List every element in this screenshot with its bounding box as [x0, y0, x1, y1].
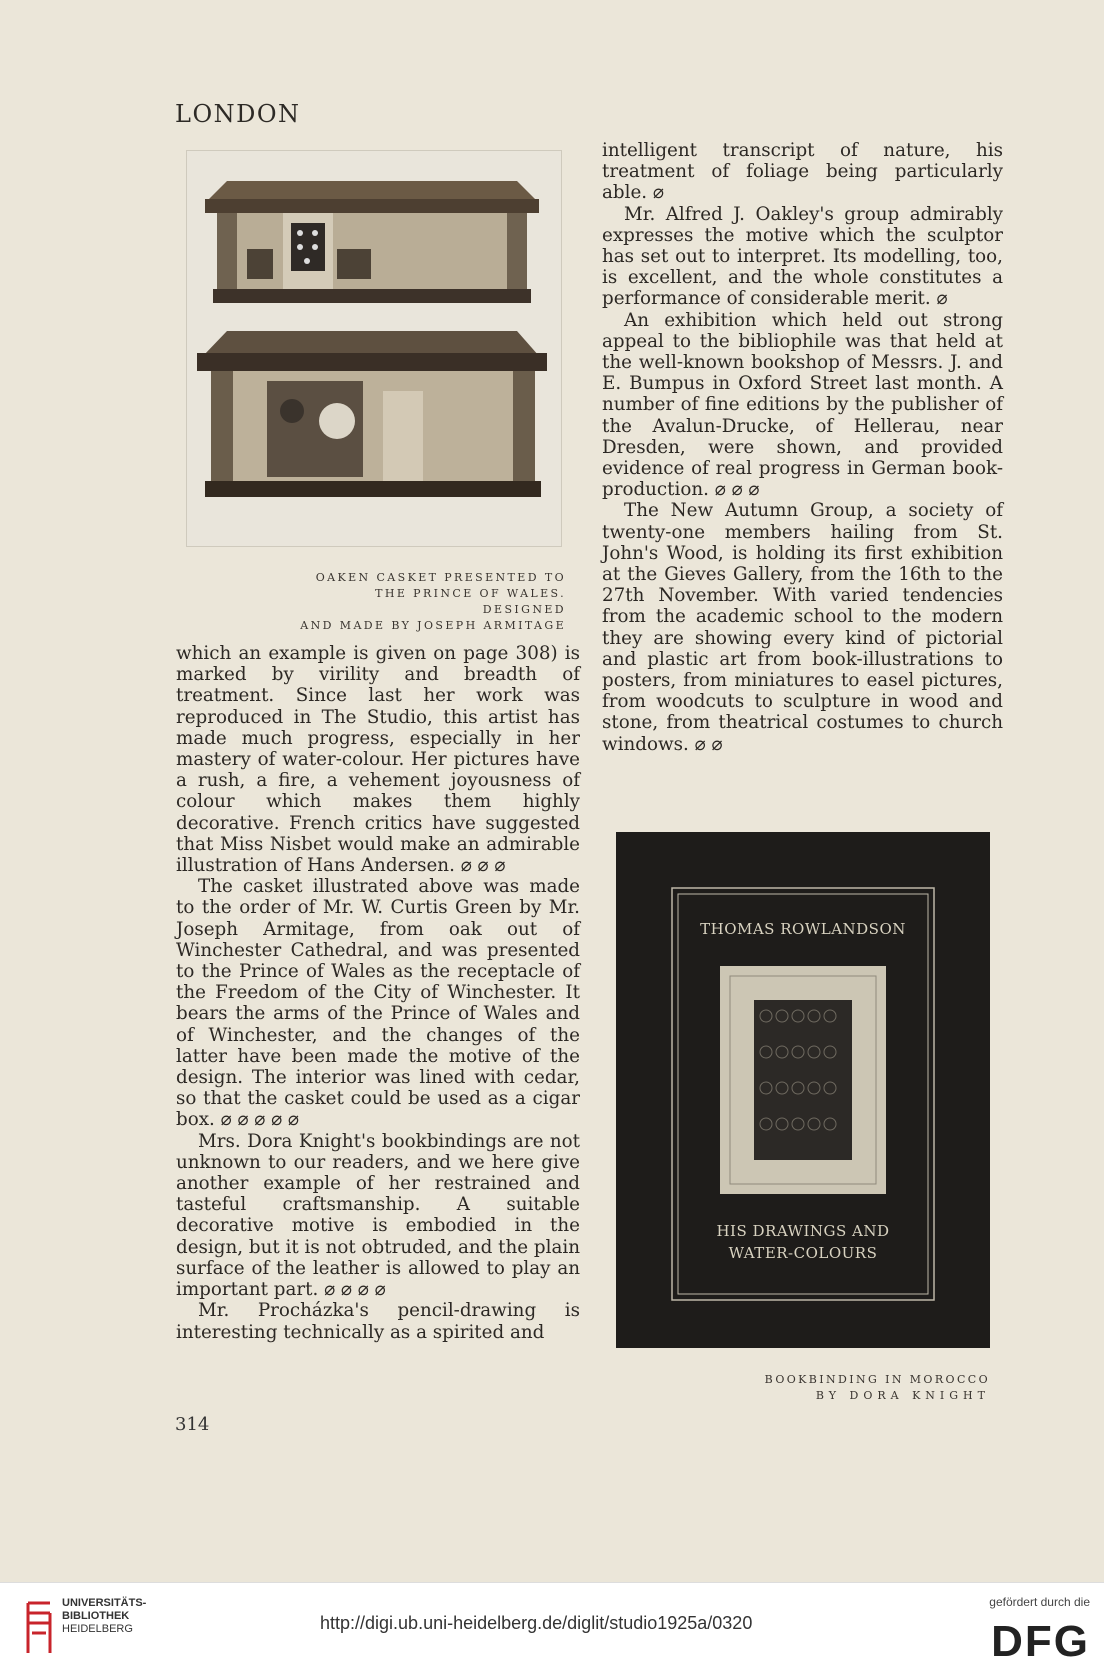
library-logo-icon [24, 1597, 54, 1659]
paragraph: The casket illustrated above was made to the order of Mr. W. Curtis Green by Mr. Joseph Armitage, from oak out of Winchester Cathedral, and was presented to the Prince of Wales as the receptacle of the Freedom of the City of Winchester. It bears the arms of the Prince of Wales and of Winchester, and the changes of the latter have been made the motive of the design. The interior was lined with cedar, so that the casket could be used as a cigar box. ⌀ ⌀ ⌀ ⌀ ⌀ [176, 876, 580, 1131]
caption-line: AND MADE BY JOSEPH ARMITAGE [300, 619, 566, 632]
caption-line: BOOKBINDING IN MOROCCO [764, 1373, 990, 1386]
right-column [602, 140, 1003, 755]
paragraph: The New Autumn Group, a society of twenty-one members hailing from St. John's Wood, is holding its first exhibition at the Gieves Gallery, from the 16th to the 27th November. With varied tendencies from the academic school to the modern they are showing every kind of pictorial and plastic art from book-illustrations to posters, from miniatures to easel pictures, from woodcuts to sculpture in wood and stone, from theatrical costumes to church windows. ⌀ ⌀ [602, 500, 1003, 755]
casket-caption [296, 570, 566, 634]
library-name-line: BIBLIOTHEK [62, 1610, 130, 1622]
page-number: 314 [175, 1414, 210, 1435]
library-name-line: HEIDELBERG [62, 1623, 133, 1635]
bookbinding-caption [760, 1372, 990, 1404]
book-title-top: THOMAS ROWLANDSON [700, 920, 906, 938]
bookbinding-photo [616, 832, 990, 1348]
library-name [62, 1597, 146, 1636]
running-head: LONDON [175, 100, 301, 128]
digitization-footer [0, 1582, 1104, 1677]
dfg-logo: DFG [991, 1617, 1090, 1666]
paragraph: Mr. Procházka's pencil-drawing is interesting technically as a spirited and [176, 1300, 580, 1343]
library-name-line: UNIVERSITÄTS- [62, 1597, 147, 1609]
paragraph: An exhibition which held out strong appeal to the bibliophile was that held at the well-known bookshop of Messrs. J. and E. Bumpus in Oxford Street last month. A number of fine editions by the publisher of the Avalun-Drucke, of Hellerau, near Dresden, were shown, and provided evidence of real progress in German book-production. ⌀ ⌀ ⌀ [602, 309, 1003, 501]
caption-line: OAKEN CASKET PRESENTED TO [315, 571, 566, 584]
paragraph: Mrs. Dora Knight's bookbindings are not unknown to our readers, and we here give another example of her restrained and tasteful craftsmanship. A suitable decorative motive is embodied in the design, but it is not obtruded, and the plain surface of the leather is allowed to play an important part. ⌀ ⌀ ⌀ ⌀ [176, 1130, 580, 1301]
caption-line: THE PRINCE OF WALES. DESIGNED [375, 587, 566, 616]
funding-label: gefördert durch die [989, 1595, 1090, 1609]
casket-illustration [187, 151, 561, 546]
paragraph: intelligent transcript of nature, his treatment of foliage being particularly able. ⌀ [602, 140, 1003, 204]
casket-photo [186, 150, 562, 547]
left-column [176, 643, 580, 1343]
book-title-bottom-2: WATER-COLOURS [728, 1244, 878, 1262]
paragraph: which an example is given on page 308) is marked by virility and breadth of treatment. Since last her work was reproduced in The Studio, this artist has made much progress, especially in her mastery of water-colour. Her pictures have a rush, a fire, a vehement joyousness of colour which makes them highly decorative. French critics have suggested that Miss Nisbet would make an admirable illustration of Hans Andersen. ⌀ ⌀ ⌀ [176, 643, 580, 877]
book-title-bottom-1: HIS DRAWINGS AND [716, 1222, 890, 1240]
bookbinding-illustration [616, 832, 990, 1348]
paragraph: Mr. Alfred J. Oakley's group admirably expresses the motive which the sculptor has set out to interpret. Its modelling, too, is excellent, and the whole constitutes a performance of considerable merit. ⌀ [602, 203, 1003, 310]
caption-line: BY DORA KNIGHT [815, 1389, 990, 1402]
source-url-link[interactable]: http://digi.ub.uni-heidelberg.de/diglit/studio1925a/0320 [320, 1613, 753, 1633]
